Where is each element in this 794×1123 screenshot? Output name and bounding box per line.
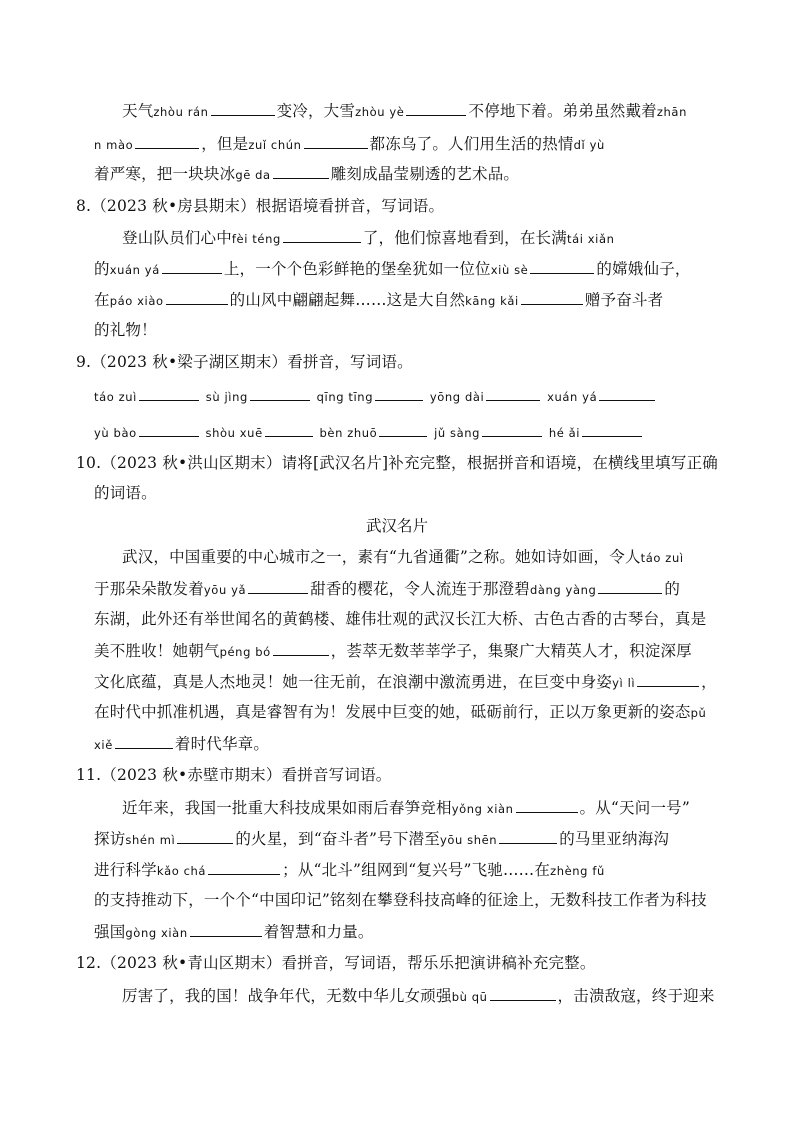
q10-line-3: 东湖，此外还有举世闻名的黄鹤楼、雄伟壮观的武汉长江大桥、古色古香的古琴台，真是 [94,610,707,628]
q7-line-3: 着严寒，把一块块冰gē da 雕刻成晶莹剔透的艺术品。 [94,165,520,183]
answer-blank[interactable] [486,385,540,401]
answer-blank[interactable] [598,578,662,594]
answer-blank[interactable] [177,828,233,844]
q7-line-1: 天气zhòu rán 变冷，大雪zhòu yè 不停地下着。弟弟虽然戴着zhān [122,102,687,120]
answer-blank[interactable] [115,733,173,749]
answer-blank[interactable] [273,163,329,179]
answer-blank[interactable] [516,797,578,813]
q8-line-4: 的礼物！ [94,321,157,339]
passage-title: 武汉名片 [365,517,428,535]
q10-line-7: xiě 着时代华章。 [94,735,270,753]
answer-blank[interactable] [582,421,642,437]
answer-blank[interactable] [166,289,228,305]
q9-row-1: táo zuì sù jìng qīng tīng yōng dài xuán yá [94,385,714,407]
q8-line-1: 登山队员们心中fèi téng 了，他们惊喜地看到，在长满tái xiǎn [122,229,615,247]
q10-header-line-1: 10.（2023 秋•洪山区期末）请将[武汉名片]补充完整，根据拼音和语境，在横线里填写正确 [76,454,718,472]
answer-blank[interactable] [379,421,427,437]
answer-blank[interactable] [375,385,423,401]
answer-blank[interactable] [250,385,310,401]
q10-line-4: 美不胜收！她朝气péng bó ，荟萃无数莘莘学子，集聚广大精英人才，积淀深厚 [94,642,692,660]
q11-line-2: 探访shén mì 的火星，到“奋斗者”号下潜至yōu shēn 的马里亚纳海沟 [94,830,670,848]
q7-line-2: n mào ，但是zuǐ chún 都冻乌了。人们用生活的热情dǐ yù [94,135,605,153]
q9-header: 9.（2023 秋•梁子湖区期末）看拼音，写词语。 [76,353,413,371]
answer-blank[interactable] [135,133,199,149]
answer-blank[interactable] [406,100,466,116]
q10-line-2: 于那朵朵散发着yōu yǎ 甜香的樱花，令人流连于那澄碧dàng yàng 的 [94,580,681,598]
q10-line-5: 文化底蕴，真是人杰地灵！她一往无前，在浪潮中激流勇进，在巨变中身姿yì lì ， [94,673,717,691]
q11-line-1: 近年来，我国一批重大科技成果如雨后春笋竞相yǒng xiàn 。从“天问一号” [122,799,690,817]
answer-blank[interactable] [490,985,556,1001]
q10-line-1: 武汉，中国重要的中心城市之一，素有“九省通衢”之称。她如诗如画，令人táo zuì [122,548,684,566]
answer-blank[interactable] [190,921,262,937]
answer-blank[interactable] [599,385,655,401]
q11-line-5: 强国gòng xiàn 着智慧和力量。 [94,923,374,941]
answer-blank[interactable] [521,289,583,305]
q10-header-line-2: 的词语。 [94,484,157,502]
answer-blank[interactable] [139,421,199,437]
q10-line-6: 在时代中抓准机遇，真是睿智有为！发展中巨变的她，砥砺前行，正以万象更新的姿态pǔ [94,703,707,721]
answer-blank[interactable] [283,227,361,243]
answer-blank[interactable] [304,133,368,149]
answer-blank[interactable] [482,421,542,437]
answer-blank[interactable] [530,258,594,274]
answer-blank[interactable] [139,385,199,401]
answer-blank[interactable] [248,578,308,594]
q8-line-2: 的xuán yá 上，一个个色彩鲜艳的堡垒犹如一位位xiù sè 的嫦娥仙子， [94,260,691,278]
answer-blank[interactable] [211,100,275,116]
answer-blank[interactable] [208,859,280,875]
q11-line-3: 进行科学kǎo chá ；从“北斗”组网到“复兴号”飞驰……在zhèng fǔ [94,861,605,879]
q11-line-4: 的支持推动下，一个个“中国印记”铭刻在攀登科技高峰的征途上，无数科技工作者为科技 [94,891,707,909]
q9-row-2: yù bào shòu xuē bèn zhuō jǔ sàng hé ǎi [94,421,714,443]
q12-line-1: 厉害了，我的国！战争年代，无数中华儿女顽强bù qū ，击溃敌寇，终于迎来 [122,987,715,1005]
q8-line-3: 在páo xiào 的山风中翩翩起舞……这是大自然kāng kǎi 赠予奋斗者 [94,291,664,309]
answer-blank[interactable] [499,828,557,844]
answer-blank[interactable] [265,421,313,437]
q11-header: 11.（2023 秋•赤壁市期末）看拼音写词语。 [76,766,392,784]
q8-header: 8.（2023 秋•房县期末）根据语境看拼音，写词语。 [76,197,445,215]
answer-blank[interactable] [273,640,329,656]
q12-header: 12.（2023 秋•青山区期末）看拼音，写词语，帮乐乐把演讲稿补充完整。 [76,954,596,972]
answer-blank[interactable] [162,258,222,274]
answer-blank[interactable] [637,671,699,687]
